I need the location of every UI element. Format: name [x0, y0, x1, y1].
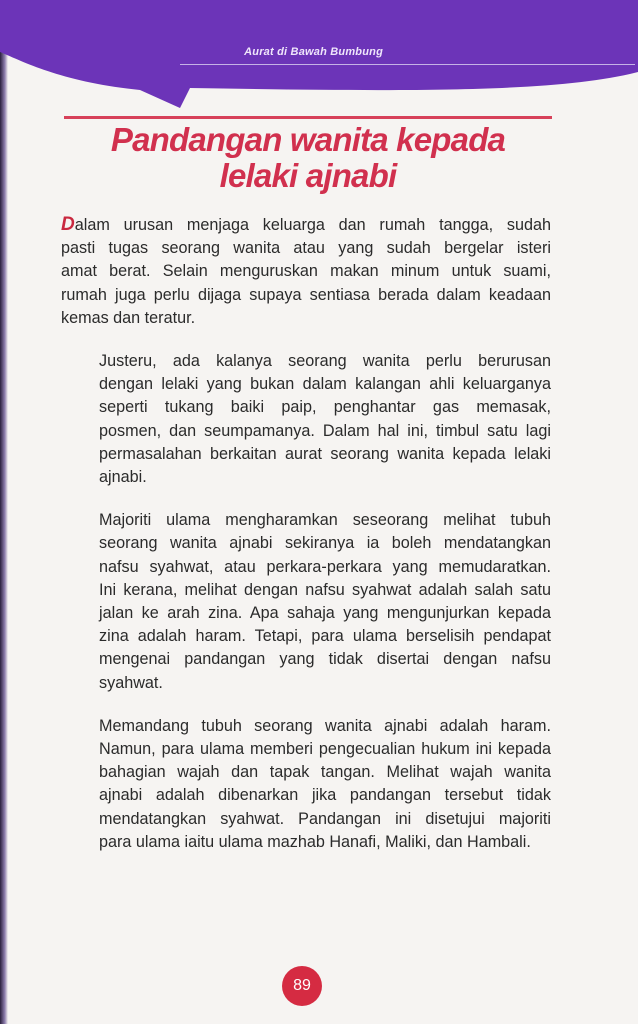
paragraph-line: nafsu syahwat, atau perkara-perkara yang memudaratkan.: [99, 557, 551, 576]
paragraph-line: amat berat. Selain menguruskan makan minum untuk suami,: [61, 262, 551, 281]
paragraph-line: rumah juga perlu dijaga supaya sentiasa berada dalam keadaan: [61, 285, 551, 304]
body-text: [61, 213, 551, 874]
section-title: [64, 122, 552, 194]
paragraph-line: ajnabi adalah dibenarkan jika pandangan tersebut tidak: [99, 786, 551, 805]
paragraph-4: [61, 715, 551, 854]
running-head-rule: [180, 64, 635, 65]
paragraph-3: [61, 509, 551, 695]
paragraph-line: posmen, dan seumpamanya. Dalam hal ini, timbul satu lagi: [99, 421, 551, 440]
paragraph-line: mengenai pandangan yang tidak disertai dengan nafsu: [99, 650, 551, 669]
paragraph-line: dengan lelaki yang bukan dalam kalangan ahli keluarganya: [99, 375, 551, 394]
section-title-line-2: lelaki ajnabi: [219, 157, 397, 194]
paragraph-2: [61, 350, 551, 489]
paragraph-line: kemas dan teratur.: [61, 308, 196, 327]
paragraph-line: Ini kerana, melihat dengan nafsu syahwat adalah salah satu: [99, 580, 551, 599]
paragraph-line: Namun, para ulama memberi pengecualian hukum ini kepada: [99, 740, 551, 759]
paragraph-line: para ulama iaitu ulama mazhab Hanafi, Maliki, dan Hambali.: [99, 832, 531, 851]
paragraph-line: jalan ke arah zina. Apa sahaja yang mengunjurkan kepada: [99, 604, 551, 623]
section-title-line-1: Pandangan wanita kepada: [110, 121, 506, 158]
page-number: 89: [282, 966, 322, 1006]
title-rule: [64, 116, 552, 119]
paragraph-line: bahagian wajah dan tapak tangan. Melihat wajah wanita: [99, 763, 551, 782]
paragraph-line: syahwat.: [99, 673, 163, 692]
paragraph-line: Dalam urusan menjaga keluarga dan rumah tangga, sudah: [61, 214, 551, 235]
drop-cap: D: [61, 214, 75, 235]
paragraph-1: [61, 213, 551, 330]
paragraph-line: Majoriti ulama mengharamkan seseorang melihat tubuh: [99, 511, 551, 530]
paragraph-line: zina adalah haram. Tetapi, para ulama berselisih pendapat: [99, 627, 551, 646]
paragraph-line: Memandang tubuh seorang wanita ajnabi adalah haram.: [99, 716, 551, 735]
page-binding-edge: [0, 0, 8, 1024]
paragraph-line: permasalahan berkaitan aurat seorang wanita kepada lelaki: [99, 444, 551, 463]
paragraph-line: seperti tukang baiki paip, penghantar gas memasak,: [99, 398, 551, 417]
paragraph-line: seorang wanita ajnabi sekiranya ia boleh mendatangkan: [99, 534, 551, 553]
paragraph-line: pasti tugas seorang wanita atau yang sudah bergelar isteri: [61, 239, 551, 258]
running-head: Aurat di Bawah Bumbung: [244, 46, 383, 58]
paragraph-line: ajnabi.: [99, 468, 147, 487]
paragraph-line: mendatangkan syahwat. Pandangan ini disetujui majoriti: [99, 809, 551, 828]
paragraph-line: Justeru, ada kalanya seorang wanita perlu berurusan: [99, 352, 551, 371]
